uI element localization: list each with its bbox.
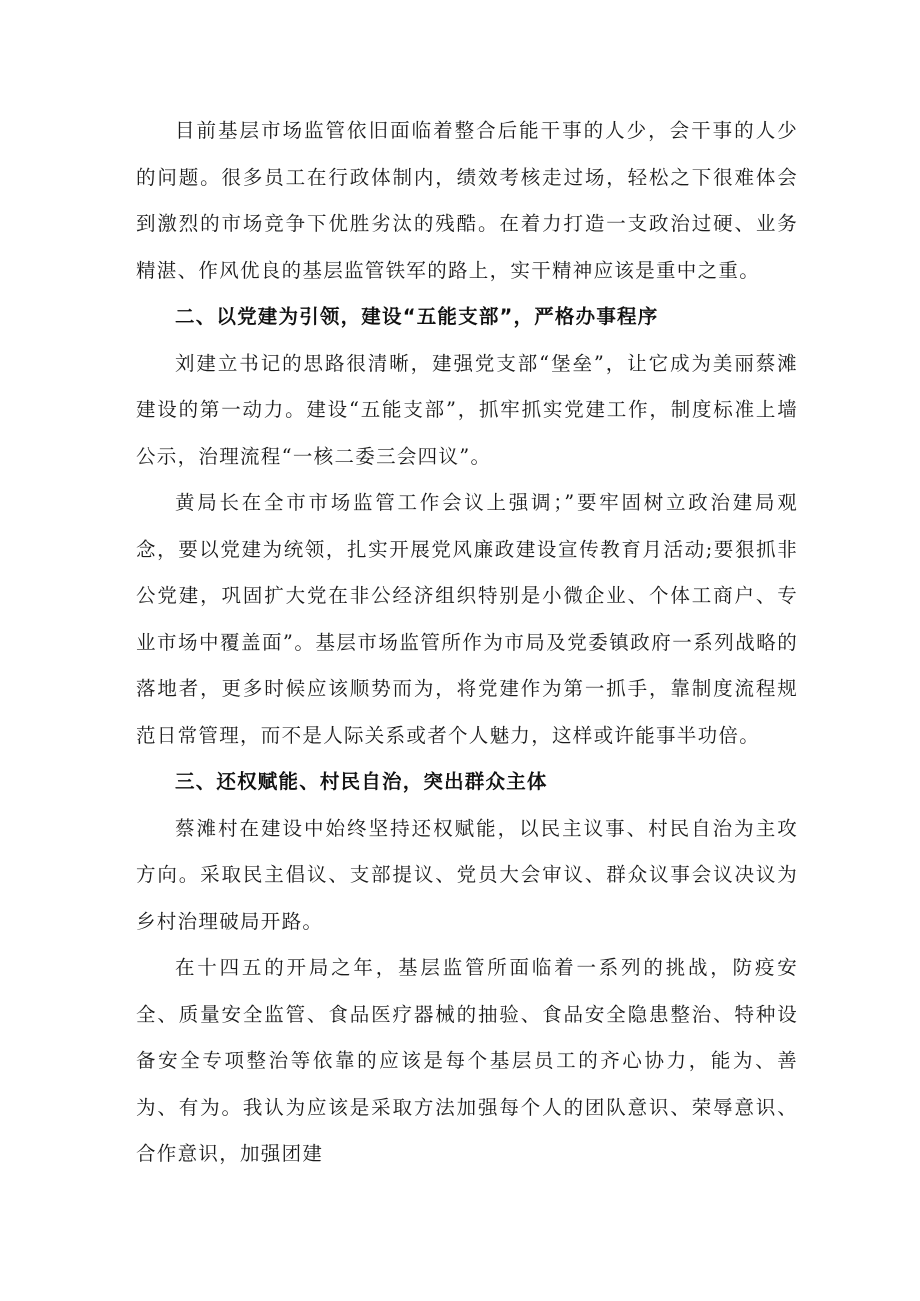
paragraph-staffing-issue: 目前基层市场监管依旧面临着整合后能干事的人少，会干事的人少的问题。很多员工在行政体制内，绩效考核走过场，轻松之下很难体会到激烈的市场竞争下优胜劣汰的残酷。在着力打造一支政治过硬、业务精湛、作风优良的基层监管铁军的路上，实干精神应该是重中之重。 (136, 119, 798, 282)
paragraph-director-speech: 黄局长在全市市场监管工作会议上强调；”要牢固树立政治建局观念，要以党建为统领，扎实开展党风廉政建设宣传教育月活动;要狠抓非公党建，巩固扩大党在非公经济组织特别是小微企业、个体工商户、专业市场中覆盖面”。基层市场监管所作为市局及党委镇政府一系列战略的落地者，更多时候应该顺势而为，将党建作为第一抓手，靠制度流程规范日常管理，而不是人际关系或者个人魅力，这样或许能事半功倍。 (136, 491, 798, 747)
paragraph-village-empowerment: 蔡滩村在建设中始终坚持还权赋能，以民主议事、村民自治为主攻方向。采取民主倡议、支部提议、党员大会审议、群众议事会议决议为乡村治理破局开路。 (136, 816, 798, 933)
paragraph-five-year-plan-challenges: 在十四五的开局之年，基层监管所面临着一系列的挑战，防疫安全、质量安全监管、食品医疗器械的抽验、食品安全隐患整治、特种设备安全专项整治等依靠的应该是每个基层员工的齐心协力，能为、善为、有为。我认为应该是采取方法加强每个人的团队意识、荣辱意识、合作意识，加强团建 (136, 956, 798, 1165)
document-body (136, 108, 798, 1178)
section-heading-villager-autonomy: 三、还权赋能、村民自治，突出群众主体 (175, 770, 548, 793)
section-heading-party-building: 二、以党建为引领，建设“五能支部”，严格办事程序 (175, 305, 659, 328)
paragraph-secretary-approach: 刘建立书记的思路很清晰，建强党支部“堡垒”，让它成为美丽蔡滩建设的第一动力。建设“五能支部”，抓牢抓实党建工作，制度标准上墙公示，治理流程“一核二委三会四议”。 (136, 351, 798, 468)
